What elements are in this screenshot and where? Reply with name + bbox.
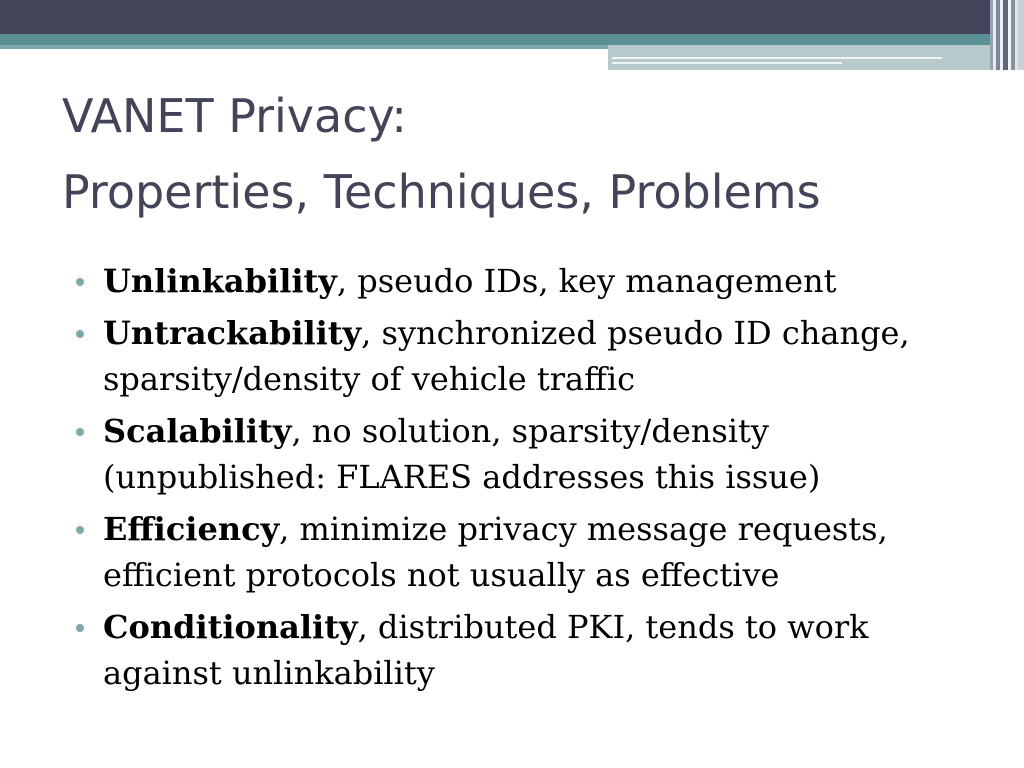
header-band-teal [0, 34, 1024, 45]
slide-title-line-2: Properties, Techniques, Problems [62, 165, 821, 219]
bullet-dot-icon [76, 428, 84, 436]
bullet-term: Conditionality [103, 608, 358, 646]
bullet-dot-icon [76, 278, 84, 286]
bullet-text: , pseudo IDs, key management [336, 262, 837, 300]
bullet-text: , synchronized pseudo ID change, sparsity/density of vehicle traffic [103, 314, 910, 398]
bullet-dot-icon [76, 624, 84, 632]
bullet-term: Efficiency [103, 510, 280, 548]
slide-title-line-1: VANET Privacy: [62, 89, 407, 143]
slide-title [62, 78, 982, 230]
bullet-item-unlinkability [74, 258, 994, 304]
bullet-term: Untrackability [103, 314, 362, 352]
header-band-teal-thin [0, 45, 610, 49]
bullet-text: , no solution, sparsity/density (unpublished: FLARES addresses this issue) [103, 412, 821, 496]
header-band-dark [0, 0, 1024, 34]
header-decor-line [612, 57, 942, 59]
bullet-dot-icon [76, 526, 84, 534]
header-stripes-decoration [990, 0, 1024, 70]
bullet-item-conditionality [74, 604, 994, 696]
bullet-text: , minimize privacy message requests, efficient protocols not usually as effective [103, 510, 888, 594]
bullet-dot-icon [76, 330, 84, 338]
bullet-item-efficiency [74, 506, 994, 598]
bullet-item-scalability [74, 408, 994, 500]
bullet-text: , distributed PKI, tends to work against unlinkability [103, 608, 869, 692]
bullet-term: Unlinkability [103, 262, 337, 300]
bullet-list [74, 258, 994, 702]
bullet-item-untrackability [74, 310, 994, 402]
bullet-term: Scalability [103, 412, 292, 450]
header-decor-line-short [612, 62, 842, 64]
